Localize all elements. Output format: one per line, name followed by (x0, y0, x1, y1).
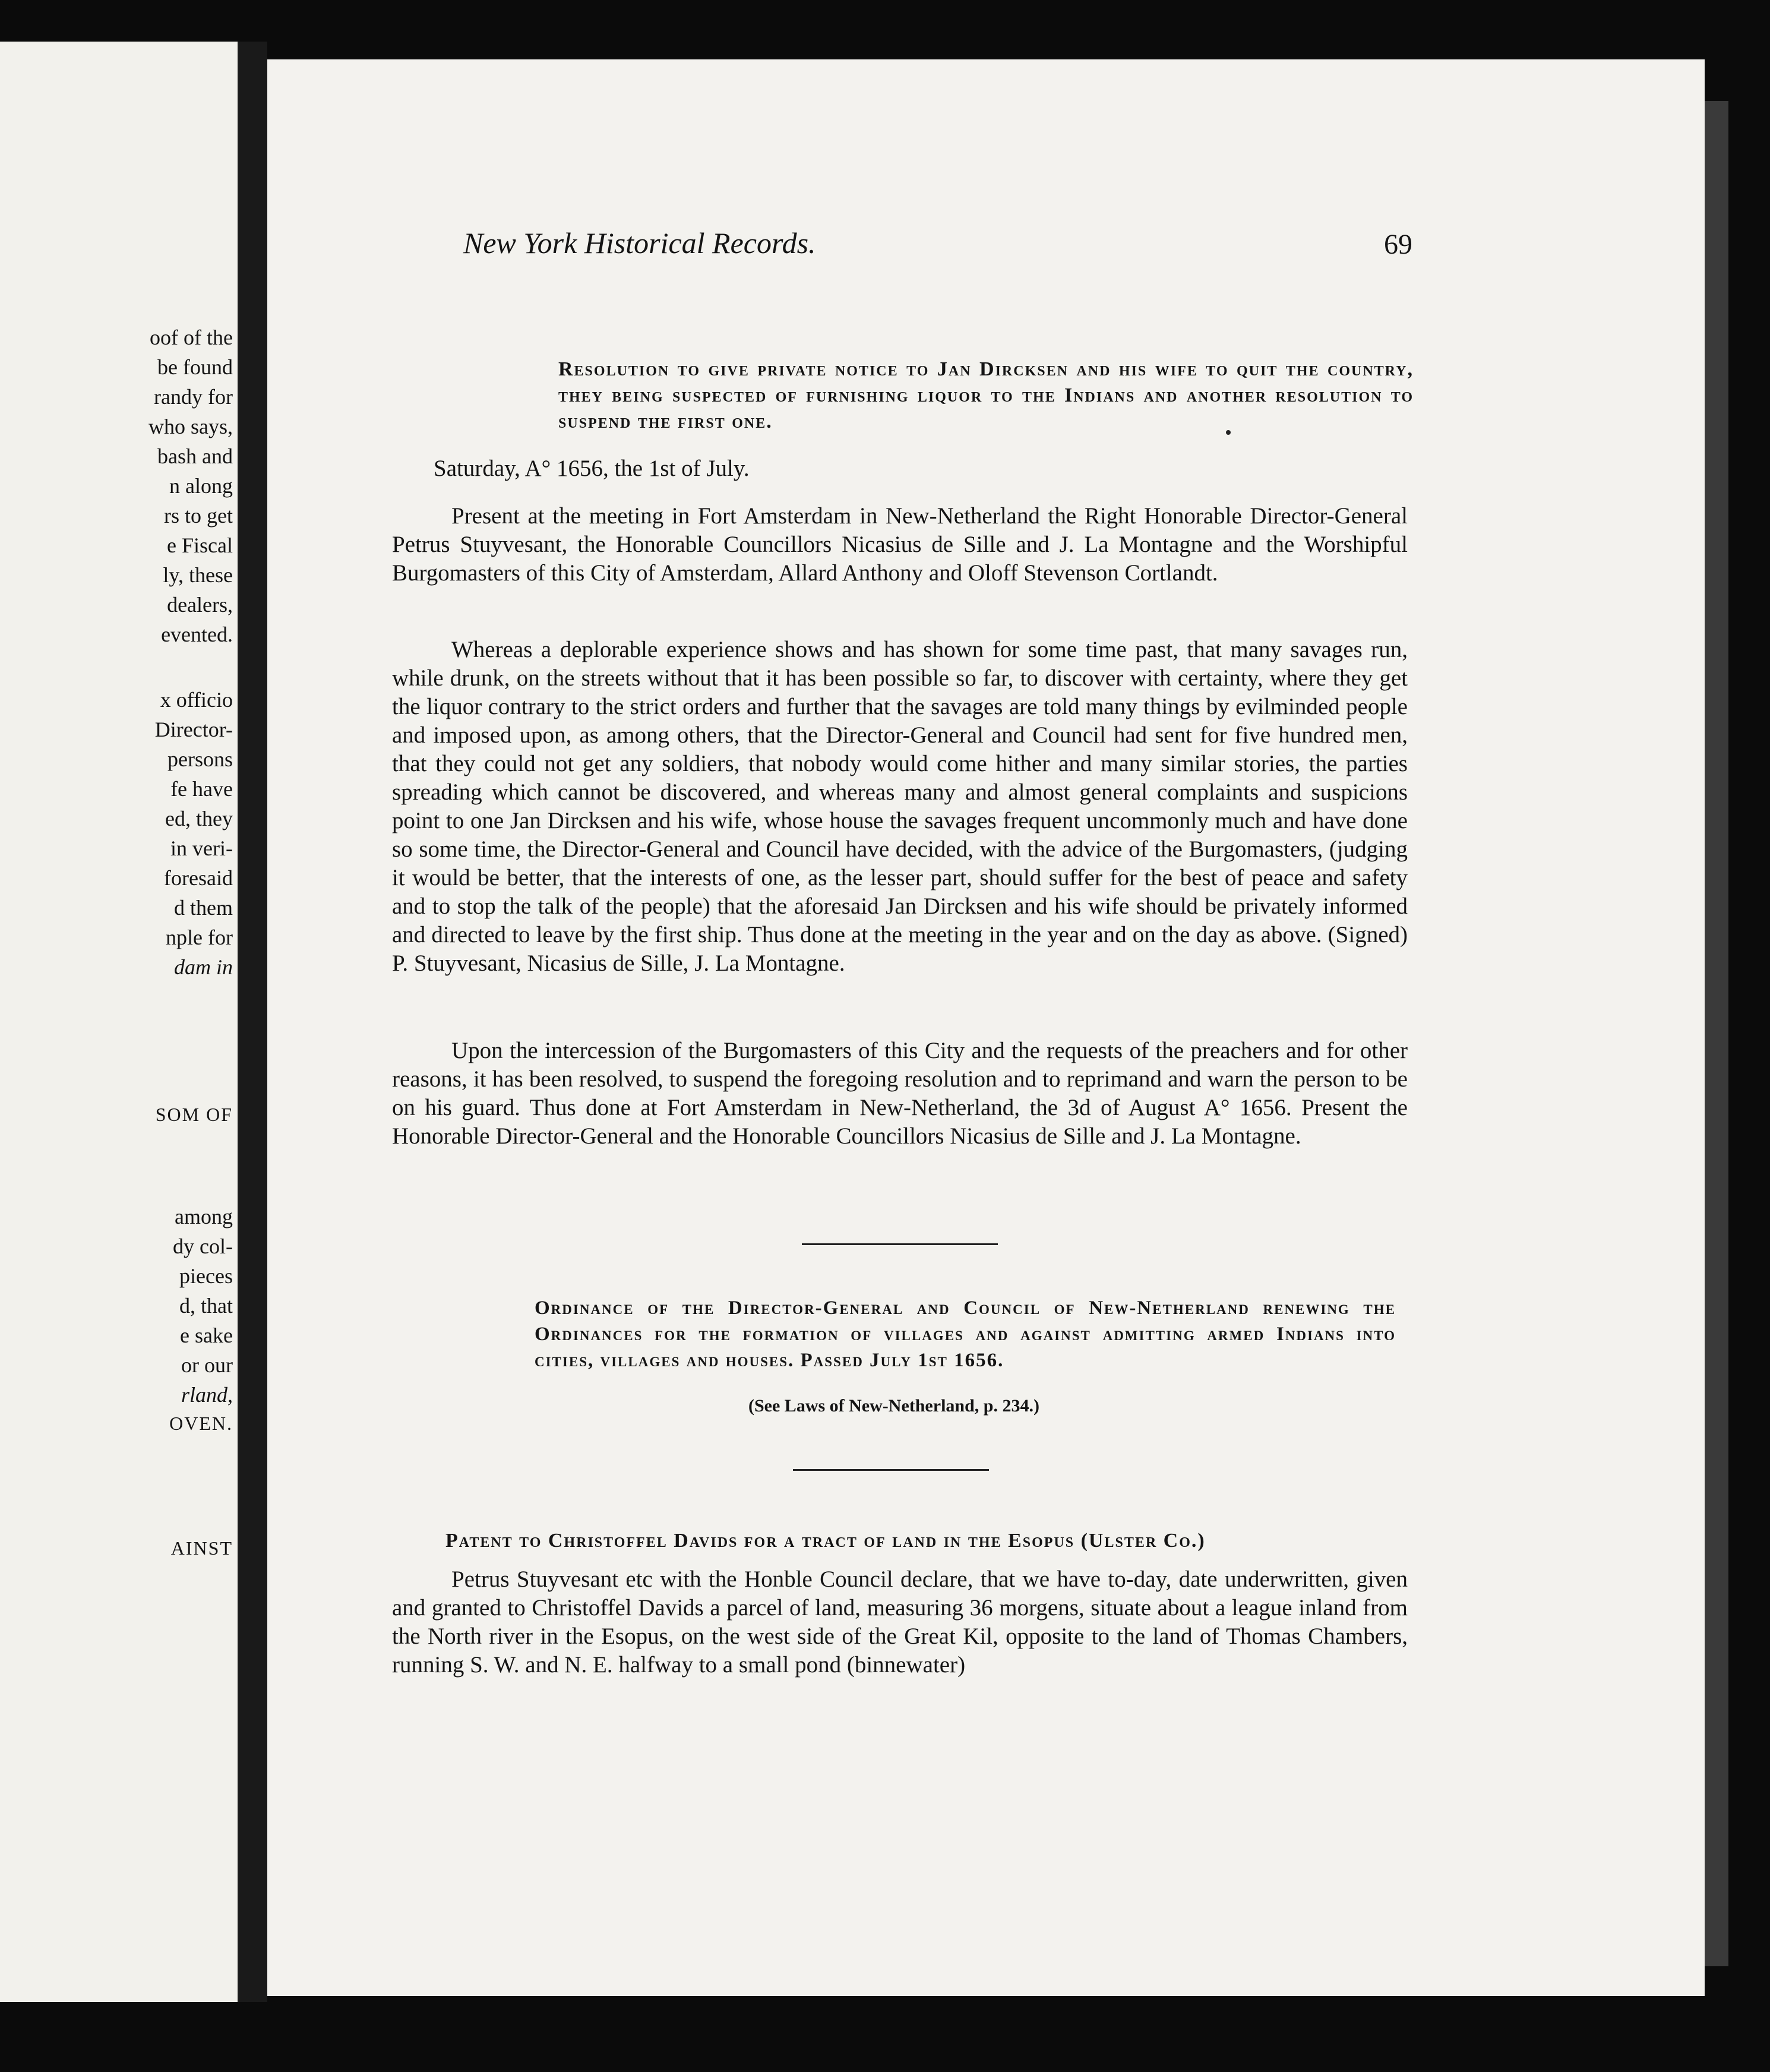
left-line: dam in (174, 955, 233, 979)
left-page-fragment (0, 42, 238, 2002)
left-line: rland, (181, 1383, 233, 1407)
date-line (392, 454, 1408, 483)
section-heading-patent: Patent to Christoffel Davids for a tract of land in the Esopus (Ulster Co.) (445, 1530, 1206, 1552)
left-line: rs to get (164, 504, 233, 528)
left-line: among (175, 1205, 233, 1228)
left-line: persons (167, 747, 233, 771)
left-line: x officio (160, 688, 233, 712)
left-line: SOM OF (155, 1104, 233, 1125)
page-gutter (238, 42, 267, 2002)
left-line: d them (174, 896, 233, 920)
left-line: nple for (166, 926, 233, 949)
section-divider (793, 1469, 989, 1471)
page-edge-shadow (1705, 101, 1728, 1966)
left-line: foresaid (164, 866, 233, 890)
section-heading-ordinance: Ordinance of the Director-General and Council of New-Netherland renewing the Ordinances for the formation of villages and against admitting armed Indians into cities, villages and houses. Passed July 1st 1656. (535, 1297, 1396, 1371)
left-line: n along (169, 474, 233, 498)
left-line: pieces (179, 1264, 233, 1288)
reference-note: (See Laws of New-Netherland, p. 234.) (748, 1396, 1039, 1416)
paragraph-upon: Upon the intercession of the Burgomasters of this City and the requests of the preachers and for other reasons, it has been resolved, to suspend the foregoing resolution and to reprimand and warn the person to be on his guard. Thus done at Fort Amsterdam in New-Netherland, the 3d of August A° 1656. Present the Honorable Director-General and the Honorable Councillors Nicasius de Sille and J. La Montagne. (392, 1038, 1408, 1149)
left-line: e sake (180, 1324, 233, 1347)
main-page (267, 59, 1705, 1996)
left-line: Director- (154, 718, 233, 741)
page-number: 69 (1384, 229, 1412, 260)
left-line: dealers, (167, 593, 233, 617)
left-line: d, that (179, 1294, 233, 1318)
left-line: be found (157, 355, 233, 379)
left-line: oof of the (150, 326, 233, 349)
stray-mark (1226, 430, 1231, 435)
left-line: OVEN. (169, 1413, 233, 1434)
left-line: AINST (170, 1537, 233, 1559)
left-line: e Fiscal (167, 533, 233, 557)
left-line: ed, they (165, 807, 233, 830)
paragraph-whereas: Whereas a deplorable experience shows and has shown for some time past, that many savages run, while drunk, on the streets without that it has been possible so far, to discover with certainty, where they get the liquor contrary to the strict orders and further that the savages are told many things by evilminded people and imposed upon, as among others, that the Director-General and Council had sent for five hundred men, that they could not get any soldiers, that nobody would come hither and many similar stories, the parties spreading which cannot be discovered, and whereas many and almost general complaints and suspicions point to one Jan Dircksen and his wife, whose house the savages frequent uncommonly much and have done so some time, the Director-General and Council have decided, with the advice of the Burgomasters, (judging it would be better, that the interests of one, as the lesser part, should suffer for the best of peace and safety and to stop the talk of the people) that the aforesaid Jan Dircksen and his wife should be privately informed and directed to leave by the first ship. Thus done at the meeting in the year and on the day as above. (Signed) P. Stuyvesant, Nicasius de Sille, J. La Montagne. (392, 637, 1408, 976)
running-title: New York Historical Records. (463, 226, 816, 260)
left-line: fe have (170, 777, 233, 801)
left-line: randy for (154, 385, 233, 409)
left-line: ly, these (163, 563, 233, 587)
left-line: dy col- (173, 1234, 233, 1258)
date-line-text: Saturday, A° 1656, the 1st of July. (434, 456, 750, 481)
section-heading-resolution: Resolution to give private notice to Jan Dircksen and his wife to quit the country, they being suspected of furnishing liquor to the Indians and another resolution to suspend the first one. (558, 358, 1414, 432)
left-line: bash and (157, 444, 233, 468)
paragraph-patent: Petrus Stuyvesant etc with the Honble Council declare, that we have to-day, date underwritten, given and granted to Christoffel Davids a parcel of land, measuring 36 morgens, situate about a league inland from the North river in the Esopus, on the west side of the Great Kil, opposite to the land of Thomas Chambers, running S. W. and N. E. halfway to a small pond (binnewater) (392, 1566, 1408, 1678)
left-line: who says, (148, 415, 233, 438)
paragraph-present: Present at the meeting in Fort Amsterdam in New-Netherland the Right Honorable Director-General Petrus Stuyvesant, the Honorable Councillors Nicasius de Sille and J. La Montagne and the Worshipful Burgomasters of this City of Amsterdam, Allard Anthony and Oloff Stevenson Cortlandt. (392, 503, 1408, 586)
left-line: or our (181, 1353, 233, 1377)
section-divider (802, 1243, 998, 1245)
left-line: evented. (161, 623, 233, 646)
left-line: in veri- (170, 836, 233, 860)
